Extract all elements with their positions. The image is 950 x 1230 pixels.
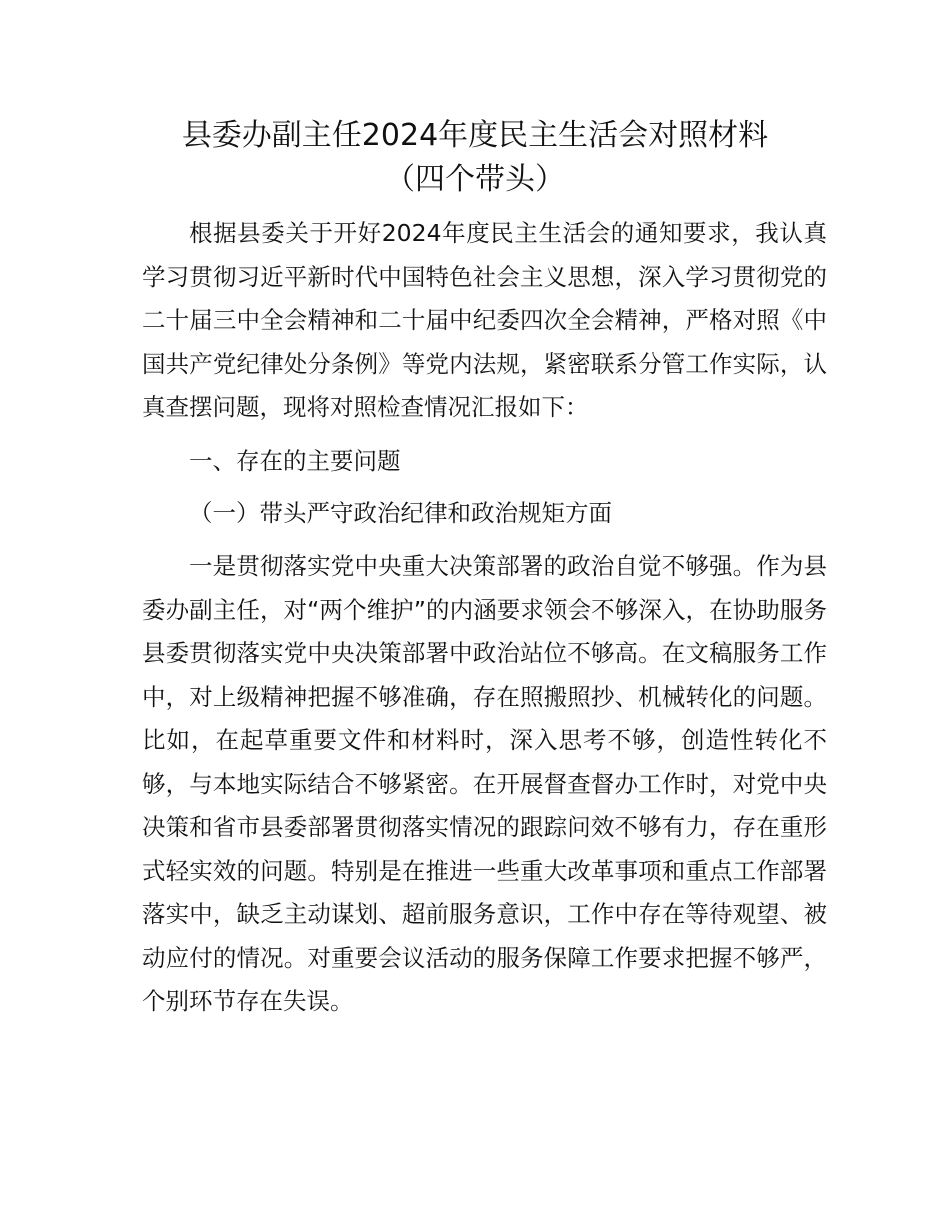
- document-subtitle: （四个带头）: [385, 162, 565, 197]
- section-heading: 一、存在的主要问题: [189, 447, 401, 475]
- intro-paragraph: 根据县委关于开好2024年度民主生活会的通知要求，我认真学习贯彻习近平新时代中国特色社会主义思想，深入学习贯彻党的二十届三中全会精神和二十届中纪委四次全会精神，严格对照《中国共产党纪律处分条例》等党内法规，紧密联系分管工作实际，认真查摆问题，现将对照检查情况汇报如下：: [142, 219, 827, 421]
- document-title: 县委办副主任2024年度民主生活会对照材料: [181, 118, 769, 153]
- body-paragraph: 一是贯彻落实党中央重大决策部署的政治自觉不够强。作为县委办副主任，对“两个维护”的内涵要求领会不够深入，在协助服务县委贯彻落实党中央决策部署中政治站位不够高。在文稿服务工作中，对上级精神把握不够准确，存在照搬照抄、机械转化的问题。比如，在起草重要文件和材料时，深入思考不够，创造性转化不够，与本地实际结合不够紧密。在开展督查督办工作时，对党中央决策和省市县委部署贯彻落实情况的跟踪问效不够有力，存在重形式轻实效的问题。特别是在推进一些重大改革事项和重点工作部署落实中，缺乏主动谋划、超前服务意识，工作中存在等待观望、被动应付的情况。对重要会议活动的服务保障工作要求把握不够严，个别环节存在失误。: [142, 552, 827, 1015]
- subsection-heading: （一）带头严守政治纪律和政治规矩方面: [189, 499, 612, 527]
